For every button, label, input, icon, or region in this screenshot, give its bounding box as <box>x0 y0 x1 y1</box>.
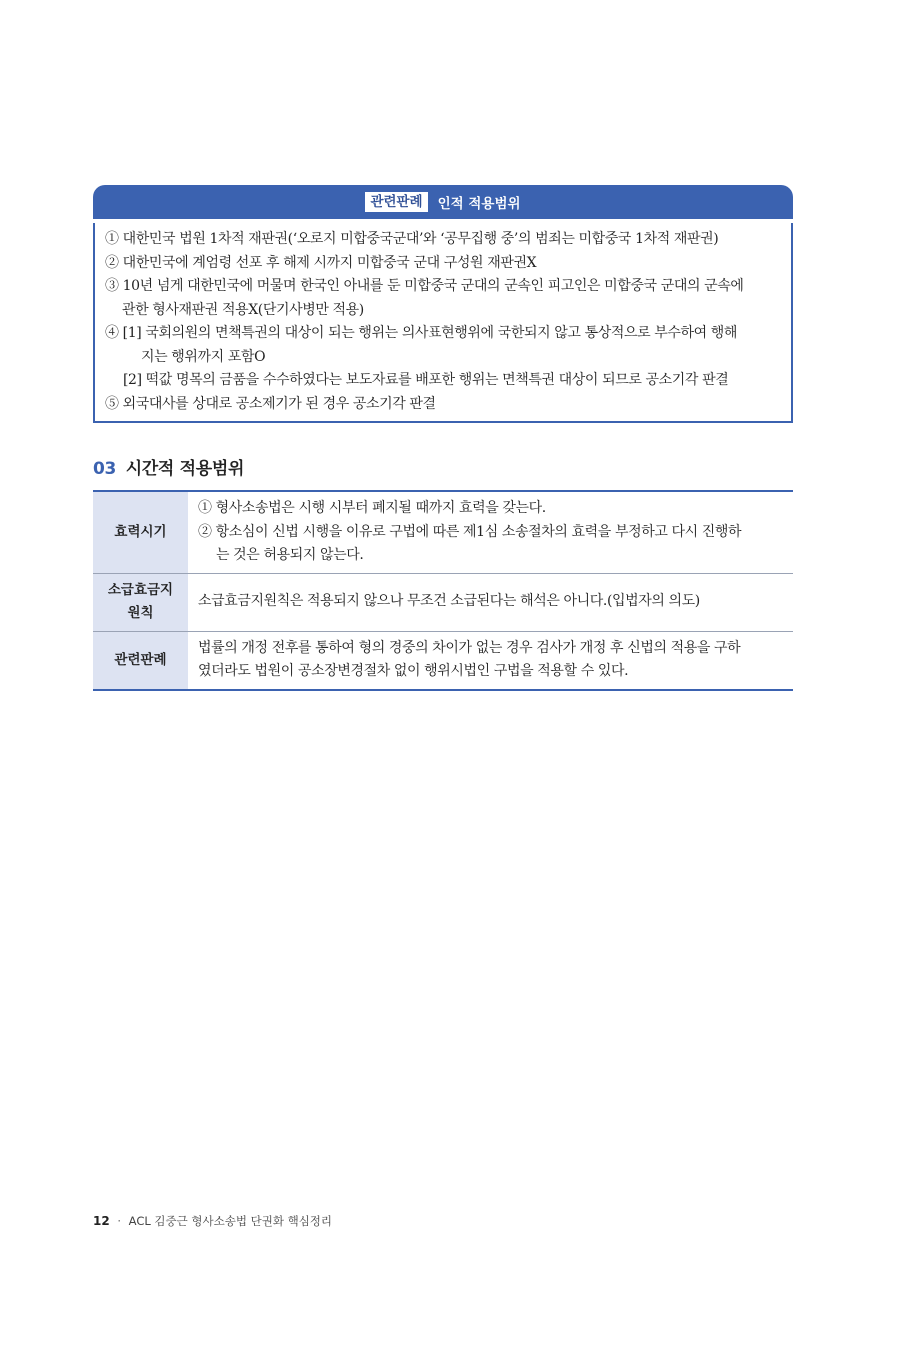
content-line: 였더라도 법원이 공소장변경절차 없이 행위시법인 구법을 적용할 수 있다. <box>198 663 629 679</box>
row-content-related-precedent <box>188 631 793 690</box>
precedent-item-4-1: ④ [1] 국회의원의 면책특권의 대상이 되는 행위는 의사표현행위에 국한되지 않고 통상적으로 부수하여 행해 <box>105 325 738 341</box>
content-line: 소급효금지원칙은 적용되지 않으나 무조건 소급된다는 해석은 아니다.(입법자의 의도) <box>198 593 700 610</box>
precedent-item-1: ① 대한민국 법원 1차적 재판권(‘오로지 미합중국군대’와 ‘공무집행 중’의 범죄는 미합중국 1차적 재판권) <box>105 231 719 247</box>
precedent-item-5: ⑤ 외국대사를 상대로 공소제기가 된 경우 공소기각 판결 <box>105 395 436 412</box>
content-line: ① 형사소송법은 시행 시부터 폐지될 때까지 효력을 갖는다. <box>198 500 546 516</box>
content-line: 법률의 개정 전후를 통하여 형의 경중의 차이가 없는 경우 검사가 개정 후 신법의 적용을 구하 <box>198 639 741 656</box>
content-line: 는 것은 허용되지 않는다. <box>216 547 364 563</box>
footer-separator: · <box>117 1214 122 1228</box>
precedent-item-4-1-continued: 지는 행위까지 포함O <box>141 348 266 365</box>
row-content-effective-time <box>188 491 793 573</box>
table-row <box>93 491 793 573</box>
table-row <box>93 631 793 690</box>
row-label-text: 원칙 <box>127 605 154 621</box>
content-line: ② 항소심이 신법 시행을 이유로 구법에 따른 제1심 소송절차의 효력을 부정하고 다시 진행하 <box>198 523 742 540</box>
precedent-item-2: ② 대한민국에 계엄령 선포 후 해제 시까지 미합중국 군대 구성원 재판권X <box>105 254 537 271</box>
row-label-text: 효력시기 <box>114 523 167 540</box>
page-footer <box>93 1213 332 1229</box>
row-label-non-retroactivity <box>93 573 188 631</box>
section-title: 시간적 적용범위 <box>125 459 245 479</box>
row-label-related-precedent <box>93 631 188 690</box>
precedent-item-4-2: [2] 떡값 명목의 금품을 수수하였다는 보도자료를 배포한 행위는 면책특권 대상이 되므로 공소기각 판결 <box>123 372 729 388</box>
time-scope-table <box>93 490 793 691</box>
table-row <box>93 573 793 631</box>
related-precedent-body <box>93 223 793 423</box>
precedent-item-3: ③ 10년 넘게 대한민국에 머물며 한국인 아내를 둔 미합중국 군대의 군속인 피고인은 미합중국 군대의 군속에 <box>105 278 744 294</box>
precedent-item-3-continued: 관한 형사재판권 적용X(단기사병만 적용) <box>122 301 364 318</box>
related-precedent-title: 인적 적용범위 <box>437 196 521 212</box>
row-label-text: 소급효금지 <box>107 582 174 598</box>
related-precedent-badge: 관련판례 <box>365 192 427 212</box>
section-heading <box>93 454 244 479</box>
section-number: 03 <box>93 459 117 479</box>
related-precedent-header <box>93 185 793 219</box>
page-number: 12 <box>93 1214 110 1228</box>
row-label-effective-time <box>93 491 188 573</box>
book-title: ACL 김중근 형사소송법 단권화 핵심정리 <box>128 1214 333 1228</box>
related-precedent-box <box>93 185 793 423</box>
row-label-text: 관련판례 <box>114 651 167 668</box>
row-content-non-retroactivity <box>188 573 793 631</box>
